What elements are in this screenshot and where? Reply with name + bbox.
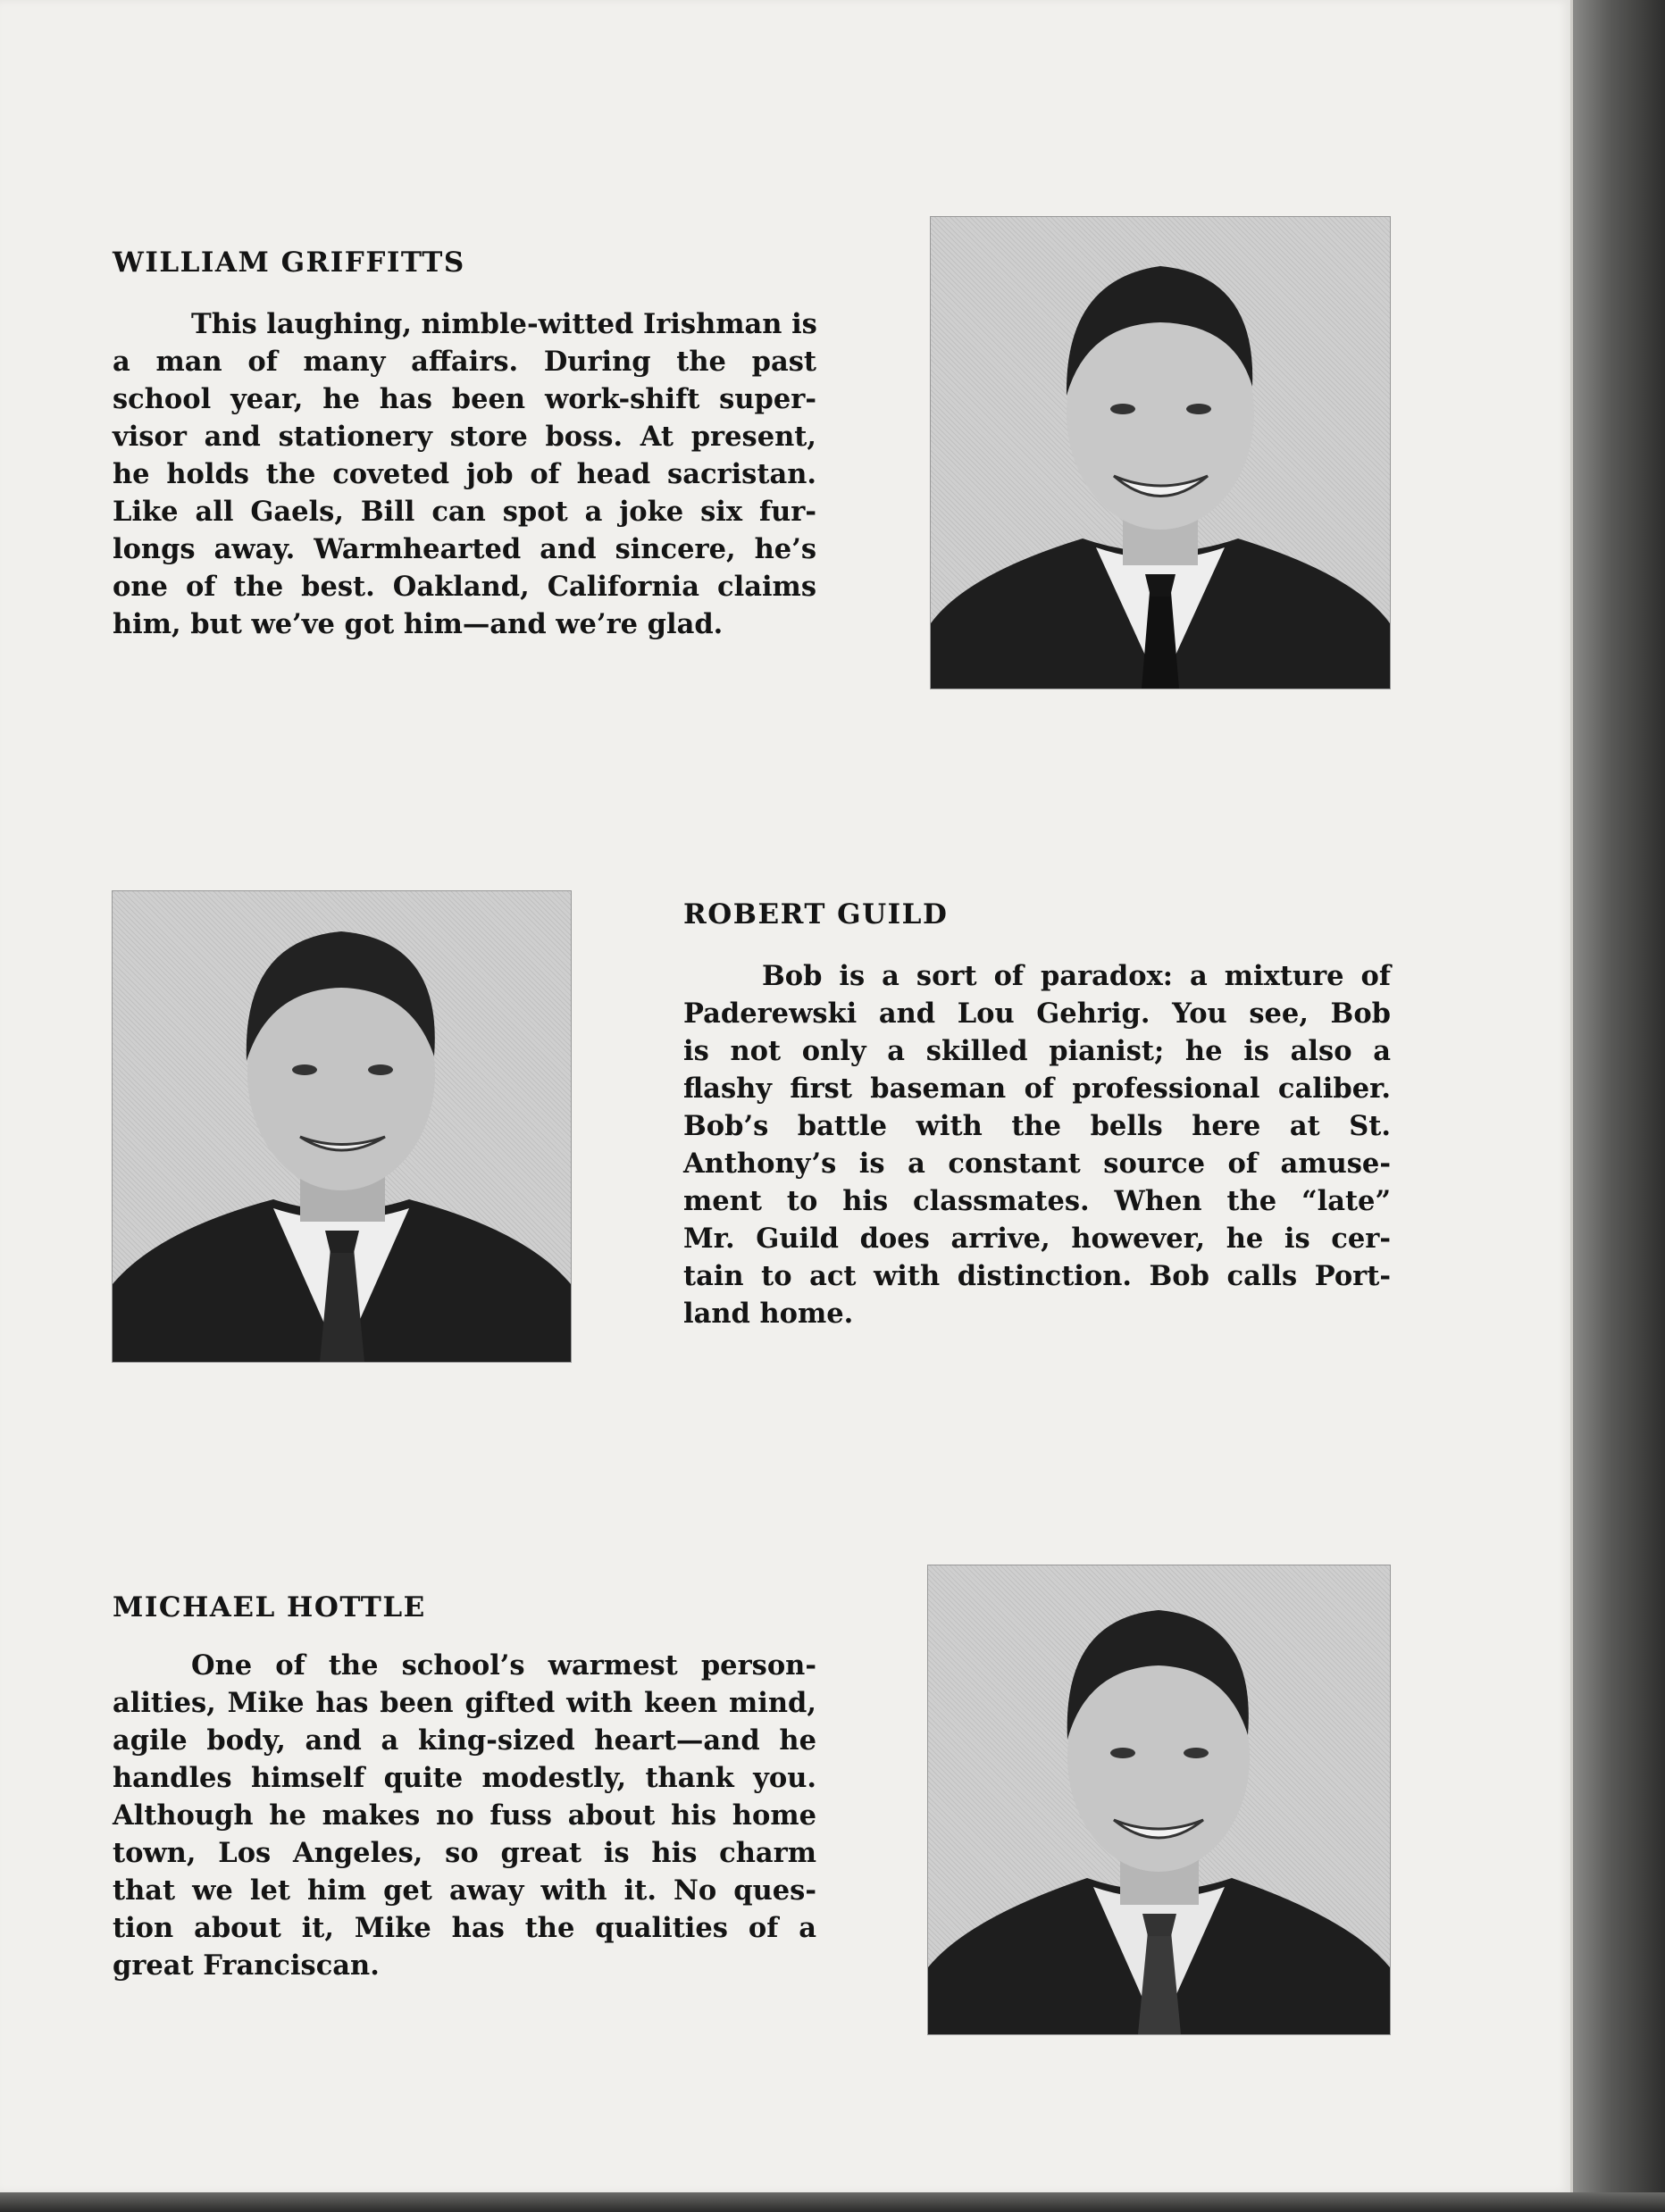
bio-line: agile body, and a king-sized heart—and he [113,1724,816,1757]
bio-line: a man of many affairs. During the past [113,346,816,378]
bio-line: he holds the coveted job of head sacristan. [113,458,816,490]
bio-line: tion about it, Mike has the qualities of a [113,1912,816,1944]
student-bio-hottle [113,1647,816,1984]
bio-line: Like all Gaels, Bill can spot a joke six fur- [113,496,816,528]
portrait-photo-griffitts [930,216,1391,689]
student-bio-griffitts [113,305,816,643]
bio-line: flashy first baseman of professional caliber. [683,1073,1391,1105]
bio-line: great Franciscan. [113,1949,380,1982]
bio-line: Anthony’s is a constant source of amuse- [683,1148,1391,1180]
bio-line: Mr. Guild does arrive, however, he is cer- [683,1223,1391,1255]
bio-line: tain to act with distinction. Bob calls Port- [683,1260,1391,1292]
bio-line: Paderewski and Lou Gehrig. You see, Bob [683,997,1391,1030]
portrait-figure [931,217,1390,689]
portrait-figure [928,1565,1390,2034]
bio-line: is not only a skilled pianist; he is also a [683,1035,1391,1067]
portrait-photo-hottle [927,1565,1391,2035]
bio-line: Bob’s battle with the bells here at St. [683,1110,1391,1142]
bio-line: handles himself quite modestly, thank you. [113,1762,816,1794]
portrait-photo-guild [112,890,572,1363]
student-bio-guild [683,957,1391,1332]
bio-line: ment to his classmates. When the “late” [683,1185,1391,1217]
student-name-griffitts: WILLIAM GRIFFITTS [113,246,465,279]
scan-edge-bottom [0,2192,1665,2212]
bio-line: alities, Mike has been gifted with keen mind, [113,1687,816,1719]
bio-line: town, Los Angeles, so great is his charm [113,1837,816,1869]
student-name-guild: ROBERT GUILD [683,898,949,931]
bio-line: longs away. Warmhearted and sincere, he’s [113,533,816,565]
student-name-hottle: MICHAEL HOTTLE [113,1591,426,1624]
scan-edge-right [1573,0,1665,2212]
bio-line: one of the best. Oakland, California claims [113,571,816,603]
portrait-figure [113,891,571,1362]
bio-line: Although he makes no fuss about his home [113,1799,816,1832]
bio-line: This laughing, nimble-witted Irishman is [191,308,817,340]
bio-line: school year, he has been work-shift super- [113,383,816,415]
bio-line: One of the school’s warmest person- [191,1649,816,1682]
bio-line: land home. [683,1298,854,1330]
bio-line: Bob is a sort of paradox: a mixture of [762,960,1391,992]
bio-line: that we let him get away with it. No ques- [113,1874,816,1907]
bio-line: him, but we’ve got him—and we’re glad. [113,608,724,640]
bio-line: visor and stationery store boss. At present, [113,421,816,453]
